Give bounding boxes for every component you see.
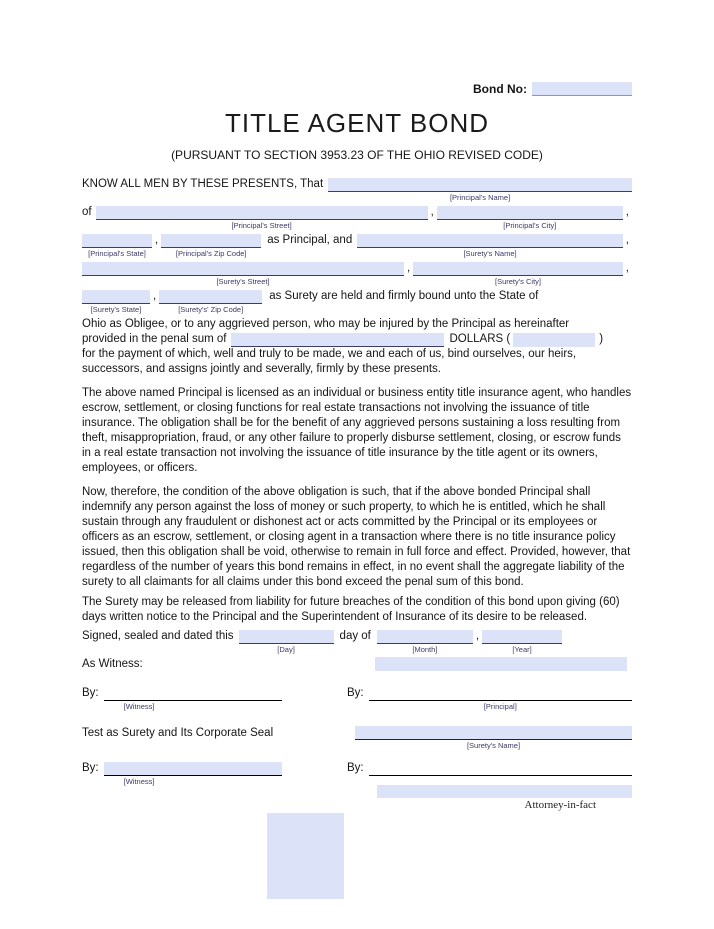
signed-dated-line [82, 629, 632, 654]
bond-no-field[interactable] [532, 82, 632, 96]
by-row-witness-principal [82, 686, 632, 714]
comma: , [155, 234, 159, 246]
by-label: By: [82, 762, 99, 774]
principals-state-tag: [Principal's State] [88, 249, 146, 258]
obligee-line: Ohio as Obligee, or to any aggrieved person, who may be injured by the Principal as hereinafter [82, 318, 570, 330]
witness-signature-line [104, 687, 282, 711]
comma: , [625, 234, 629, 246]
suretys-name-tag: [Surety's Name] [463, 249, 517, 258]
year-tag: [Year] [512, 645, 532, 654]
comma: , [625, 206, 629, 218]
close-paren-text: ) [599, 333, 604, 345]
as-witness-field[interactable] [375, 657, 627, 671]
penal-sum-words-field[interactable] [231, 333, 444, 347]
principal-tag: [Principal] [483, 702, 517, 711]
penal-sum-line [82, 332, 632, 347]
comma: , [430, 206, 434, 218]
principal-signature-line [369, 687, 632, 711]
dollars-text: DOLLARS ( [449, 333, 511, 345]
as-witness-label: As Witness: [82, 658, 143, 670]
paragraph-condition: Now, therefore, the condition of the above obligation is such, that if the above bonded Principal shall indemnify any person against the loss of money or such property, to which he is entitled, which he shall sustain through any fraudulent or dishonest act or acts committed by the Principal or its employees or officers as an escrow, settlement, or closing agent in a transaction where there is no title insurance policy issued, then this obligation shall be void, otherwise to remain in full force and effect. Provided, however, that regardless of the number of years this bond remains in effect, in no event shall the aggregate liability of the surety to all claimants for all claims under this bond exceed the penal sum of this bond. [82, 486, 631, 588]
suretys-name-field[interactable] [357, 234, 623, 258]
paragraph-release: The Surety may be released from liability for future breaches of the condition of this bond upon giving (60) days written notice to the Principal and the Superintendent of Insurance of its desire to be released. [82, 596, 620, 623]
day-tag: [Day] [277, 645, 295, 654]
principals-zip-tag: [Principal's Zip Code] [175, 249, 247, 258]
by-label: By: [347, 687, 364, 699]
principals-zip-field[interactable] [161, 234, 261, 258]
surety-state-line [82, 289, 632, 314]
comma: , [407, 262, 411, 274]
attorney-in-fact-label: Attorney-in-fact [524, 799, 596, 811]
suretys-state-tag: [Surety's State] [90, 305, 142, 314]
principal-name-line [82, 177, 632, 202]
suretys-city-field[interactable] [413, 262, 623, 286]
suretys-street-field[interactable] [82, 262, 404, 286]
suretys-zip-field[interactable] [159, 290, 262, 314]
page-subtitle: (PURSUANT TO SECTION 3953.23 OF THE OHIO REVISED CODE) [171, 148, 543, 162]
signed-prefix-text: Signed, sealed and dated this [82, 630, 234, 642]
paragraph-licensed: The above named Principal is licensed as an individual or business entity title insurance agent, who handles escrow, settlement, or closing functions for real estate transactions not involving the issuance of title insurance. The obligation shall be for the benefit of any aggrieved persons sustaining a loss resulting from theft, misappropriation, fraud, or any other failure to properly disburse settlement, closing, or escrow funds in a real estate transaction not involving the issuance of title insurance by the title agent or its owners, employees, or officers. [82, 387, 632, 474]
principals-name-tag: [Principal's Name] [449, 193, 511, 202]
by-row-bottom [82, 761, 632, 811]
principal-address-line [82, 205, 632, 230]
of-text: of [82, 206, 92, 218]
principals-name-field[interactable] [328, 178, 632, 202]
year-field[interactable] [482, 630, 562, 654]
penal-sum-figures-field[interactable] [513, 333, 595, 347]
corporate-seal-field[interactable] [267, 813, 344, 899]
bond-no-row [82, 79, 632, 96]
surety-name-signature-field[interactable] [355, 726, 632, 750]
payment-text: for the payment of which, well and truly to be made, we and each of us, bind ourselves, our heirs, successors, and assigns jointly and severally, firmly by these presents. [82, 348, 577, 375]
attorney-signature-line [369, 762, 632, 776]
suretys-name-tag: [Surety's Name] [466, 741, 521, 750]
comma: , [475, 630, 480, 642]
witness-signature-field[interactable] [104, 762, 282, 786]
page-title: TITLE AGENT BOND [224, 108, 489, 138]
as-witness-row [82, 657, 632, 672]
penal-prefix-text: provided in the penal sum of [82, 333, 227, 345]
principals-state-field[interactable] [82, 234, 152, 258]
principals-city-field[interactable] [437, 206, 623, 230]
suretys-state-field[interactable] [82, 290, 150, 314]
as-principal-text: as Principal, and [267, 234, 353, 246]
test-surety-label: Test as Surety and Its Corporate Seal [82, 727, 274, 739]
day-field[interactable] [239, 630, 334, 654]
know-all-men-text: KNOW ALL MEN BY THESE PRESENTS, That [82, 178, 324, 190]
bond-no-label: Bond No: [473, 82, 527, 96]
principals-city-tag: [Principal's City] [503, 221, 557, 230]
comma: , [625, 262, 629, 274]
suretys-zip-tag: [Surety's' Zip Code] [178, 305, 244, 314]
principals-street-field[interactable] [96, 206, 428, 230]
surety-address-line [82, 261, 632, 286]
witness-tag: [Witness] [123, 777, 155, 786]
suretys-street-tag: [Surety's Street] [216, 277, 270, 286]
test-surety-row [82, 726, 632, 753]
principal-state-line [82, 233, 632, 258]
attorney-name-field[interactable] [377, 785, 632, 798]
witness-tag: [Witness] [123, 702, 155, 711]
suretys-city-tag: [Surety's City] [494, 277, 542, 286]
month-field[interactable] [377, 630, 473, 654]
as-surety-text: as Surety are held and firmly bound unto the State of [269, 290, 539, 302]
principals-street-tag: [Principal's Street] [231, 221, 292, 230]
day-of-text: day of [339, 630, 371, 642]
by-label: By: [347, 762, 364, 774]
month-tag: [Month] [412, 645, 438, 654]
comma: , [153, 290, 157, 302]
by-label: By: [82, 687, 99, 699]
